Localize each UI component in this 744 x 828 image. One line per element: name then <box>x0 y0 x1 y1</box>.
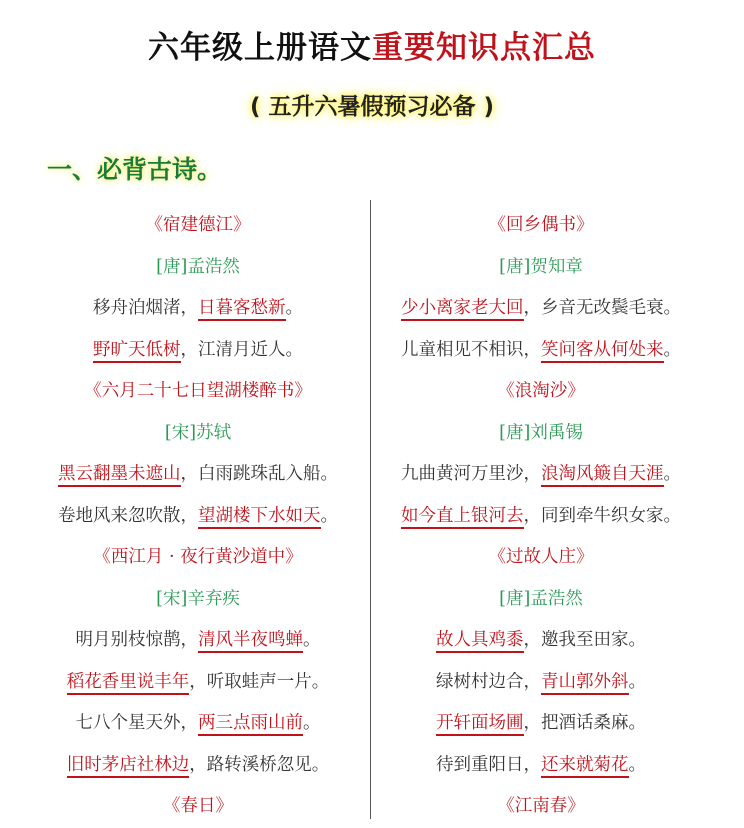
poem-author: [唐]孟浩然 <box>156 256 240 277</box>
title-red-part: 重要知识点汇总 <box>372 30 596 66</box>
poem-title: 《西江月 · 夜行黄沙道中》 <box>93 547 303 567</box>
highlighted-verse-text: 笑问客从何处来 <box>541 340 664 363</box>
verse-text: 。 <box>285 298 303 318</box>
highlighted-verse-text: 如今直上银河去 <box>401 506 524 529</box>
poem-verse <box>28 662 368 704</box>
poem-verse <box>28 330 368 372</box>
poem-title: 《过故人庄》 <box>488 547 594 567</box>
poem-verse <box>28 496 368 538</box>
poem-author: [唐]刘禹锡 <box>499 422 583 443</box>
verse-text: ，同到牵牛织女家。 <box>523 505 681 526</box>
poem-verse <box>371 620 711 662</box>
highlighted-verse-text: 旧时茅店社林边 <box>67 755 190 778</box>
title-black-part: 六年级上册语文 <box>148 30 372 66</box>
poem-verse <box>371 745 711 787</box>
poem-verse <box>371 288 711 330</box>
subtitle-text: ( 五升六暑假预习必备 ) <box>249 94 495 120</box>
poem-author: [唐]孟浩然 <box>499 588 583 609</box>
verse-text: 。 <box>628 754 646 775</box>
highlighted-verse-text: 日暮客愁新 <box>198 298 286 321</box>
highlighted-verse-text: 稻花香里说丰年 <box>67 672 190 695</box>
page-title <box>0 22 744 67</box>
poem-verse <box>28 745 368 787</box>
poem-title: 《六月二十七日望湖楼醉书》 <box>84 381 312 401</box>
highlighted-verse-text: 还来就菊花 <box>541 755 629 778</box>
right-poem-column <box>371 205 711 828</box>
verse-text: ，江清月近人。 <box>180 339 303 360</box>
poem-verse <box>371 454 711 496</box>
poem-author: [宋]苏轼 <box>164 422 232 443</box>
highlighted-verse-text: 黑云翻墨未遮山 <box>58 464 181 487</box>
verse-text: ，邀我至田家。 <box>523 630 646 650</box>
poem-title: 《宿建德江》 <box>145 215 251 235</box>
poem-verse <box>371 330 711 372</box>
highlighted-verse-text: 青山郭外斜 <box>541 672 629 695</box>
subtitle <box>0 84 744 125</box>
verse-text: 明月别枝惊鹊， <box>75 630 198 650</box>
verse-text: 。 <box>320 505 338 526</box>
section-heading: 一、必背古诗。 <box>47 155 223 184</box>
verse-text: ，把酒话桑麻。 <box>523 713 646 733</box>
highlighted-verse-text: 故人具鸡黍 <box>436 630 524 653</box>
verse-text: ，乡音无改鬓毛衰。 <box>523 298 681 318</box>
poem-verse <box>28 703 368 745</box>
poem-verse <box>28 454 368 496</box>
poem-title: 《春日》 <box>163 796 233 816</box>
poem-verse <box>28 288 368 330</box>
verse-text: 七八个星天外， <box>75 713 198 733</box>
poem-author: [宋]辛弃疾 <box>156 588 240 609</box>
highlighted-verse-text: 浪淘风簸自天涯 <box>541 464 664 487</box>
poem-author: [唐]贺知章 <box>499 256 583 277</box>
verse-text: ，白雨跳珠乱入船。 <box>180 464 338 484</box>
poem-title: 《浪淘沙》 <box>497 381 585 401</box>
verse-text: 儿童相见不相识， <box>401 339 541 360</box>
verse-text: ，听取蛙声一片。 <box>189 671 330 692</box>
verse-text: 九曲黄河万里沙， <box>401 464 541 484</box>
highlighted-verse-text: 望湖楼下水如天 <box>198 506 321 529</box>
poem-verse <box>371 703 711 745</box>
verse-text: 。 <box>303 630 321 650</box>
verse-text: 卷地风来忽吹散， <box>58 505 198 526</box>
poem-verse <box>28 620 368 662</box>
highlighted-verse-text: 两三点雨山前 <box>198 713 303 736</box>
highlighted-verse-text: 野旷天低树 <box>93 340 181 363</box>
verse-text: 绿树村边合， <box>436 671 541 692</box>
verse-text: 。 <box>663 464 681 484</box>
verse-text: 。 <box>663 339 681 360</box>
left-poem-column <box>28 205 368 828</box>
verse-text: ，路转溪桥忽见。 <box>189 754 330 775</box>
verse-text: 待到重阳日， <box>436 754 541 775</box>
poem-title: 《回乡偶书》 <box>488 215 594 235</box>
verse-text: 。 <box>303 713 321 733</box>
poem-title: 《江南春》 <box>497 796 585 816</box>
highlighted-verse-text: 少小离家老大回 <box>401 298 524 321</box>
verse-text: 。 <box>628 671 646 692</box>
poem-verse <box>371 662 711 704</box>
highlighted-verse-text: 清风半夜鸣蝉 <box>198 630 303 653</box>
highlighted-verse-text: 开轩面场圃 <box>436 713 524 736</box>
poem-verse <box>371 496 711 538</box>
verse-text: 移舟泊烟渚， <box>93 298 198 318</box>
